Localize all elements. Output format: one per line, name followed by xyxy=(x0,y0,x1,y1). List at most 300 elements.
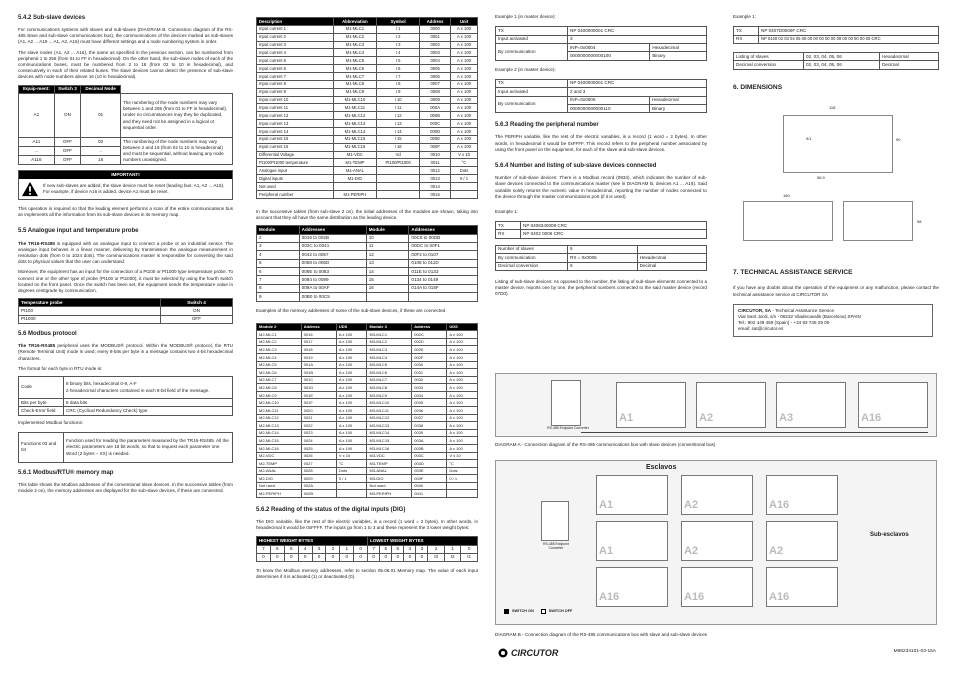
table-cell: 0058 to 006D xyxy=(299,259,366,267)
top-view xyxy=(843,201,913,241)
table-cell: 7 xyxy=(257,545,271,553)
table-cell: M1-MLC1 xyxy=(333,25,376,33)
table-cell: 0038 xyxy=(412,422,447,430)
table-cell: 02, 03, 04, 05, 06 xyxy=(804,61,880,69)
table-cell: M2-MLC1 xyxy=(257,331,302,339)
master-label: RS-485 Endpoint Converter xyxy=(543,542,569,550)
table-cell: M2-MLC12 xyxy=(257,414,302,422)
table-cell: 2 xyxy=(257,234,300,242)
table-row xyxy=(257,384,478,392)
node-cell: .. xyxy=(81,146,121,155)
table-cell: A x 100 xyxy=(447,331,478,339)
table-cell: A x 100 xyxy=(447,354,478,362)
table-row xyxy=(257,268,478,276)
table-cell: M2-DIG xyxy=(257,475,302,483)
table-cell: 0002 xyxy=(420,41,451,49)
diagram-a-caption: DIAGRAM A - Connection diagram of the RS-485 communications bus with slave devices (conventional bus) xyxy=(495,442,716,447)
table-cell: 0007 xyxy=(420,80,451,88)
table-cell: A x 100 xyxy=(336,331,367,339)
table-cell: A x 100 xyxy=(451,65,478,73)
table-cell xyxy=(377,167,420,175)
table-cell: M2-MLC14 xyxy=(257,429,302,437)
table-cell: 0023 xyxy=(301,429,336,437)
subslave-device: A2 xyxy=(681,521,753,561)
table-cell: 001E xyxy=(301,391,336,399)
table-cell: 3 xyxy=(416,545,428,553)
table-cell: 2 xyxy=(428,545,444,553)
table-cell: 00DC to 00F1 xyxy=(409,242,478,250)
paragraph: Implemented Modbus functions: xyxy=(18,419,84,425)
table-cell: TX xyxy=(496,79,568,87)
table-cell: 001C xyxy=(301,376,336,384)
table-cell: M2-MLC13 xyxy=(257,422,302,430)
table-row xyxy=(257,354,478,362)
memory-map-table xyxy=(256,17,478,199)
table-row xyxy=(257,369,478,377)
warning-icon xyxy=(21,181,39,197)
table-row xyxy=(257,183,478,191)
table-cell: A x 100 xyxy=(451,33,478,41)
table-cell: M1-MLC12 xyxy=(333,112,376,120)
col-header: Switch 4 xyxy=(160,299,232,307)
table-cell: 006E to 0083 xyxy=(299,268,366,276)
table-cell: 4 xyxy=(404,545,416,553)
digital-bytes-table xyxy=(256,536,478,562)
table-cell: °C xyxy=(451,159,478,167)
col-header: Description xyxy=(257,18,334,26)
table-row xyxy=(257,361,478,369)
table-cell: 0033 xyxy=(412,384,447,392)
example-4-table xyxy=(495,245,707,271)
table-row xyxy=(257,414,478,422)
table-cell: 0006 xyxy=(420,73,451,81)
phone-line: Tel.: 902 449 459 (Spain) - +34 93 745 29 00 xyxy=(738,320,830,326)
table-cell: 0 xyxy=(326,553,340,561)
table-cell: 002C to 0041 xyxy=(299,242,366,250)
table-row xyxy=(257,331,478,339)
table-cell: 0134 to 0149 xyxy=(409,276,478,284)
table-cell: Number of slaves xyxy=(496,245,568,253)
table-row xyxy=(257,41,478,49)
dim-height-2: 58 xyxy=(917,218,922,224)
table-cell: 2 xyxy=(326,545,340,553)
table-cell: A x 100 xyxy=(336,354,367,362)
table-cell: M3-MLC1 xyxy=(367,331,412,339)
table-cell: M3-ANAL xyxy=(367,467,412,475)
table-cell: Input current 10 xyxy=(257,96,334,104)
side-view xyxy=(743,201,833,241)
table-cell: OFF xyxy=(160,315,232,323)
table-cell: °C xyxy=(447,460,478,468)
table-cell: 0001 xyxy=(420,33,451,41)
table-row xyxy=(257,482,478,490)
diagram-b-caption: DIAGRAM B.- Connection diagram of the RS-485 communications bus with slave and sub-slave devices xyxy=(495,632,707,637)
table-cell xyxy=(447,490,478,498)
table-cell: A x 100 xyxy=(451,104,478,112)
table-cell: 0030 xyxy=(412,361,447,369)
table-cell: NP 0407D0000F CRC xyxy=(759,27,939,35)
col-header: Unit xyxy=(451,18,478,26)
table-cell: 0084 to 0099 xyxy=(299,276,366,284)
table-row xyxy=(257,159,478,167)
table-cell: 0014 xyxy=(420,183,451,191)
slave-device: A2 xyxy=(681,475,753,515)
slave-device: A2 xyxy=(696,382,766,428)
table-cell: A x 100 xyxy=(447,391,478,399)
important-box xyxy=(18,170,233,200)
table-cell: 000B xyxy=(420,112,451,120)
table-cell: I 10 xyxy=(377,96,420,104)
table-row xyxy=(257,112,478,120)
table-cell: Input current 14 xyxy=(257,128,334,136)
col-header: Addresses xyxy=(409,226,478,234)
table-cell: M2-VDC xyxy=(257,452,302,460)
table-cell: INP=0x0004 xyxy=(568,43,650,51)
table-cell: 0020 xyxy=(301,407,336,415)
table-row xyxy=(257,490,478,498)
table-cell: 1 xyxy=(340,545,354,553)
table-cell: A x 100 xyxy=(336,346,367,354)
table-cell: A x 100 xyxy=(451,73,478,81)
dim-width-2: 56.9 xyxy=(817,174,825,180)
table-cell: 0 / 1 xyxy=(447,475,478,483)
dim-height: 90 xyxy=(896,136,901,142)
table-cell: A x 100 xyxy=(451,135,478,143)
table-cell: A x 100 xyxy=(451,41,478,49)
table-cell: 0 xyxy=(392,553,404,561)
table-row xyxy=(257,234,478,242)
rtu-format-table xyxy=(18,376,233,416)
table-cell: Function used for reading the parameters measured by the TR16-RS485. All the electric parameters are 16 bit words, so that to request each parameter one Word (2 bytes – XX) is needed. xyxy=(64,432,233,462)
table-cell: 003B xyxy=(412,444,447,452)
table-cell: M3-MLC7 xyxy=(367,376,412,384)
paragraph: Moreover, the equipment has an input for the connection of a Pt100 or Pt1000 type temperature probe. To connect one or the other type of probe (Pt100 or Pt1000), it must be selected by using the fourth switch located on the front panel. Once the switch has been set, the equipment sends the temperature value in degrees centigrade by communication. xyxy=(18,269,233,293)
subslave-device: A2 xyxy=(766,521,838,561)
table-cell: M3-DIG xyxy=(367,475,412,483)
table-cell: M1-MLC16 xyxy=(333,143,376,151)
table-cell: M1-MLC3 xyxy=(333,41,376,49)
paragraph: For communications systems with slaves and sub-slaves (DIAGRAM B. Connection diagram of the RS-485 slave and sub-slave communications bus), the communications of the devices marked as sub-slaves (A1, A2 ... A16 ... A1, A2, A16) must have different settings and a node numbering system in order. xyxy=(18,27,233,45)
column-4 xyxy=(733,14,939,337)
table-cell: A x 100 xyxy=(447,369,478,377)
table-cell: NP 0400000001 CRC xyxy=(568,27,707,35)
table-cell: 000D xyxy=(420,128,451,136)
email-link[interactable]: email: sat@circutor.es xyxy=(738,326,784,332)
functions-table xyxy=(18,432,233,463)
dim-width: 118 xyxy=(829,104,836,110)
table-cell: Binary xyxy=(650,105,707,113)
table-row xyxy=(257,407,478,415)
node-cell: 02 xyxy=(81,137,121,146)
table-cell: A x 100 xyxy=(447,346,478,354)
table-cell: 0 xyxy=(270,553,284,561)
company-sub: - Technical Assistance Service xyxy=(771,307,835,313)
eq-cell: ... xyxy=(19,146,55,155)
table-cell: RX xyxy=(734,35,759,43)
table-cell: 8 xyxy=(257,284,300,292)
table-cell xyxy=(637,245,706,253)
table-cell: I 5 xyxy=(377,57,420,65)
table-cell: 0016 to 002B xyxy=(299,234,366,242)
table-cell xyxy=(377,183,420,191)
table-cell: TX xyxy=(734,27,759,35)
table-cell: M1-VDC xyxy=(333,151,376,159)
table-cell: Not used xyxy=(257,183,334,191)
paragraph: This operation is required so that the leading element performs a scan of the entire communications bus an implements all the information from its sub-slave devices in its memory map. xyxy=(18,206,233,218)
paragraph: In the successive tables (from sub-slave 2 on), the initial addresses of the modules are shown, taking into account that they all have the same distribution as the leading device. xyxy=(256,208,478,220)
table-cell: I2 xyxy=(444,553,460,561)
table-cell: Input current 13 xyxy=(257,120,334,128)
example-2-table xyxy=(495,79,707,114)
table-cell xyxy=(377,175,420,183)
table-cell: M3-MLC8 xyxy=(367,384,412,392)
company-name: CIRCUTOR, SA xyxy=(738,307,772,313)
table-row xyxy=(257,120,478,128)
table-cell: 001B xyxy=(301,369,336,377)
table-cell: 5 xyxy=(284,545,298,553)
table-cell: 0 xyxy=(284,553,298,561)
heading-5-6-3: 5.6.3 Reading the peripheral number xyxy=(495,122,599,129)
slaves-label: Esclavos xyxy=(646,464,677,471)
important-text: If new sub-slaves are added, the slave device must be reset (leading bus: A1, A2 ... A16). For example, if device A16 is added, device A1 must be reset. xyxy=(43,182,225,195)
table-cell: M3-MLC14 xyxy=(367,429,412,437)
heading-5-6-1: 5.6.1 Modbus/RTU® memory map xyxy=(18,469,114,476)
table-cell xyxy=(377,190,420,198)
table-cell: Pt100 xyxy=(19,307,161,315)
table-cell: 0037 xyxy=(412,414,447,422)
col-header: UDS xyxy=(336,323,367,331)
table-cell: Input current 16 xyxy=(257,143,334,151)
table-cell: 0040 xyxy=(412,482,447,490)
equipment-table xyxy=(18,85,233,165)
diagram-a xyxy=(495,373,937,437)
table-cell: M1-DIG xyxy=(333,175,376,183)
col-header: Addresses xyxy=(299,226,366,234)
table-cell: M1-MLC9 xyxy=(333,88,376,96)
slave-device: A3 xyxy=(776,382,846,428)
table-cell: I 14 xyxy=(377,128,420,136)
table-cell: Hexadecimal xyxy=(637,254,706,262)
master-device xyxy=(541,501,569,541)
address-line: Vial Sant Jordi, s/n - 08232 Viladecavalls (Barcelona) SPAIN xyxy=(738,314,861,320)
sw-cell: OFF xyxy=(54,137,81,146)
table-cell: Binary xyxy=(650,52,707,60)
table-cell: Pt100/Pt1000 xyxy=(377,159,420,167)
subslave-device: A16 xyxy=(681,567,753,607)
table-cell: 0 xyxy=(380,553,392,561)
table-cell: Input current 12 xyxy=(257,112,334,120)
table-cell: 16 xyxy=(366,284,409,292)
table-cell: 003F xyxy=(412,475,447,483)
table-row xyxy=(257,49,478,57)
master-device xyxy=(551,380,581,426)
table-cell: M1-MLC2 xyxy=(333,33,376,41)
table-cell: 002D xyxy=(412,338,447,346)
col-header: Address xyxy=(420,18,451,26)
col-header: Symbol xyxy=(377,18,420,26)
table-cell: 001A xyxy=(301,361,336,369)
table-row xyxy=(257,452,478,460)
table-cell: 9 xyxy=(257,293,300,301)
table-cell: Pt1000 xyxy=(19,315,161,323)
table-cell: 0021 xyxy=(301,414,336,422)
table-cell: A x 100 xyxy=(451,88,478,96)
table-cell: 5 xyxy=(257,259,300,267)
table-cell: 0015 xyxy=(420,190,451,198)
table-cell: TX xyxy=(496,222,521,230)
table-cell: Listing of slaves xyxy=(734,52,804,60)
table-cell: RX xyxy=(496,230,521,238)
table-cell: 12 xyxy=(366,251,409,259)
paragraph: If you have any doubts about the operation of the equipment or any malfunction, please contact the technical assistance service at CIRCUTOR SA xyxy=(733,285,939,297)
paragraph: The TR16-RS485 peripheral uses the MODBUS® protocol. Within the MODBUS® protocol, the RTU (Remote Terminal Unit) mode is used; every 8-bits per byte in a message contains two 4-bit hexadecimal characters. xyxy=(18,343,233,361)
table-cell: 8 data bits xyxy=(64,399,233,407)
table-cell: A x 100 xyxy=(336,338,367,346)
table-cell: 6 xyxy=(568,245,638,253)
table-cell: M2-MLC2 xyxy=(257,338,302,346)
important-title: IMPORTANT! xyxy=(19,171,232,179)
table-cell: 003A xyxy=(412,437,447,445)
table-cell: 0 xyxy=(416,553,428,561)
front-view xyxy=(783,115,893,173)
table-cell xyxy=(336,490,367,498)
table-cell: INP=0x0006 xyxy=(568,96,650,104)
col-header: Address xyxy=(412,323,447,331)
table-row xyxy=(257,437,478,445)
table-cell: I 6 xyxy=(377,65,420,73)
table-cell: I 13 xyxy=(377,120,420,128)
table-cell: M2-MLC15 xyxy=(257,437,302,445)
table-row xyxy=(257,429,478,437)
table-cell: 0 xyxy=(354,545,368,553)
table-cell: Vd xyxy=(377,151,420,159)
table-row xyxy=(257,391,478,399)
table-cell: M3-MLC13 xyxy=(367,422,412,430)
table-cell: 0 / 1 xyxy=(336,475,367,483)
table-cell: A x 100 xyxy=(451,49,478,57)
table-cell: M2-MLC4 xyxy=(257,354,302,362)
table-cell: M1-TEMP xyxy=(333,159,376,167)
table-cell: M3-TEMP xyxy=(367,460,412,468)
heading-technical-assistance: 7. TECHNICAL ASSISTANCE SERVICE xyxy=(733,268,853,276)
table-row xyxy=(257,88,478,96)
table-cell: A x 100 xyxy=(447,338,478,346)
table-cell: 002A xyxy=(301,482,336,490)
table-cell: 0008 xyxy=(420,88,451,96)
table-cell: I 9 xyxy=(377,88,420,96)
table-cell: M2-ANAL xyxy=(257,467,302,475)
dimensions-drawing xyxy=(733,101,939,251)
table-cell: M2-MLC10 xyxy=(257,399,302,407)
table-row xyxy=(257,467,478,475)
table-cell: 2 and 3 xyxy=(568,88,707,96)
table-cell: Dots xyxy=(451,167,478,175)
table-cell: 15 xyxy=(366,276,409,284)
table-cell: 001F xyxy=(301,399,336,407)
example-title: Example 1: xyxy=(495,208,518,214)
table-cell: M1-PERIPH xyxy=(333,190,376,198)
table-cell: M2-MLC9 xyxy=(257,391,302,399)
table-cell: 003E xyxy=(412,467,447,475)
table-cell: I 4 xyxy=(377,49,420,57)
table-cell: A x 100 xyxy=(447,429,478,437)
table-cell: 009A to 00AF xyxy=(299,284,366,292)
table-cell: I 8 xyxy=(377,80,420,88)
table-cell: A x 100 xyxy=(451,80,478,88)
table-cell: A x 100 xyxy=(336,369,367,377)
heading-5-5: 5.5 Analogue input and temperature probe xyxy=(18,228,139,235)
table-cell: 6 xyxy=(380,545,392,553)
table-cell: 14 xyxy=(366,268,409,276)
table-cell: By communication xyxy=(496,96,568,113)
table-cell: Analogue input xyxy=(257,167,334,175)
subslave-device: A16 xyxy=(766,567,838,607)
table-cell: 0041 xyxy=(412,490,447,498)
eq-cell: A1 xyxy=(19,93,55,137)
table-cell: 00F2 to 0107 xyxy=(409,251,478,259)
brand-name: CIRCUTOR xyxy=(511,648,559,658)
table-cell: 0108 to 011D xyxy=(409,259,478,267)
table-cell: 0013 xyxy=(420,175,451,183)
table-cell: 0 / 1 xyxy=(451,175,478,183)
col-header: Temperature probe xyxy=(19,299,161,307)
table-cell: M1-MLC5 xyxy=(333,57,376,65)
table-cell: A x 100 xyxy=(336,361,367,369)
col-header: HIGHEST WEIGHT BYTES xyxy=(257,537,368,545)
bus-line xyxy=(581,432,928,433)
sw-cell: OFF xyxy=(54,155,81,164)
paragraph: The format for each byte in RTU mode is: xyxy=(18,365,103,371)
switch-on-label: SWITCH ON xyxy=(512,609,534,613)
table-cell: 000C xyxy=(420,120,451,128)
paragraph: Number of sub-slave devices: There is a Modbus record (0834), which indicates the number of sub-slave devices connected to the communications master (see in DIAGRAM B, devices A1 ... A16). Said variable solely returns the numeric value in hexadecimal, reporting the number of nodes connected to the device through the master communications port (if it is used). xyxy=(495,175,707,199)
table-cell: Decimal conversion xyxy=(734,61,804,69)
table-cell: 6 xyxy=(568,262,638,270)
table-cell: 13 xyxy=(366,259,409,267)
table-row xyxy=(257,338,478,346)
table-row xyxy=(257,399,478,407)
table-cell: Hexadecimal xyxy=(880,52,939,60)
table-cell: I1 xyxy=(461,553,478,561)
table-cell: 3 xyxy=(312,545,326,553)
paragraph: The slave nodes (A1, A2 ... A16), the same as specified in the previous section, can be numbered from peripheral 1 to 255 (from 01 to FF in hexadecimal). On the other hand, the sub-slave nodes of each of the communications buses, must be numbered from 2 to 16 (from 02 to 10 in hexadecimal), and consecutively in each of their related buses. The slave devices cannot detect the presence of sub-slave devices with node numbers above 16 (10 in hexadecimal). xyxy=(18,49,233,80)
table-cell: Digital inputs xyxy=(257,175,334,183)
table-cell: Input current 11 xyxy=(257,104,334,112)
table-cell: I 7 xyxy=(377,73,420,81)
table-cell: A x 100 xyxy=(336,384,367,392)
table-cell: A x 100 xyxy=(447,399,478,407)
table-cell: Input current 2 xyxy=(257,33,334,41)
table-cell: 0016 xyxy=(301,331,336,339)
table-cell: 0 xyxy=(298,553,312,561)
table-cell: A x 100 xyxy=(447,407,478,415)
table-cell: 011E to 0133 xyxy=(409,268,478,276)
table-cell: I 1 xyxy=(377,25,420,33)
table-cell xyxy=(447,482,478,490)
table-cell: A x 100 xyxy=(447,437,478,445)
table-cell: A x 100 xyxy=(451,128,478,136)
table-cell: 0005 xyxy=(420,65,451,73)
table-cell: Not used xyxy=(257,482,302,490)
table-cell: 8 binary bits, hexadecimal 0-9, A-F 2 hexadecimal characters contained in each 8-bit field of the message. xyxy=(64,377,233,399)
module-2-3-table xyxy=(256,323,478,498)
table-cell: Input current 3 xyxy=(257,41,334,49)
col-header: Module xyxy=(366,226,409,234)
table-cell: 0 xyxy=(461,545,478,553)
table-cell: 014A to 015F xyxy=(409,284,478,292)
table-cell: Decimal conversion xyxy=(496,262,568,270)
table-cell: 0017 xyxy=(301,338,336,346)
